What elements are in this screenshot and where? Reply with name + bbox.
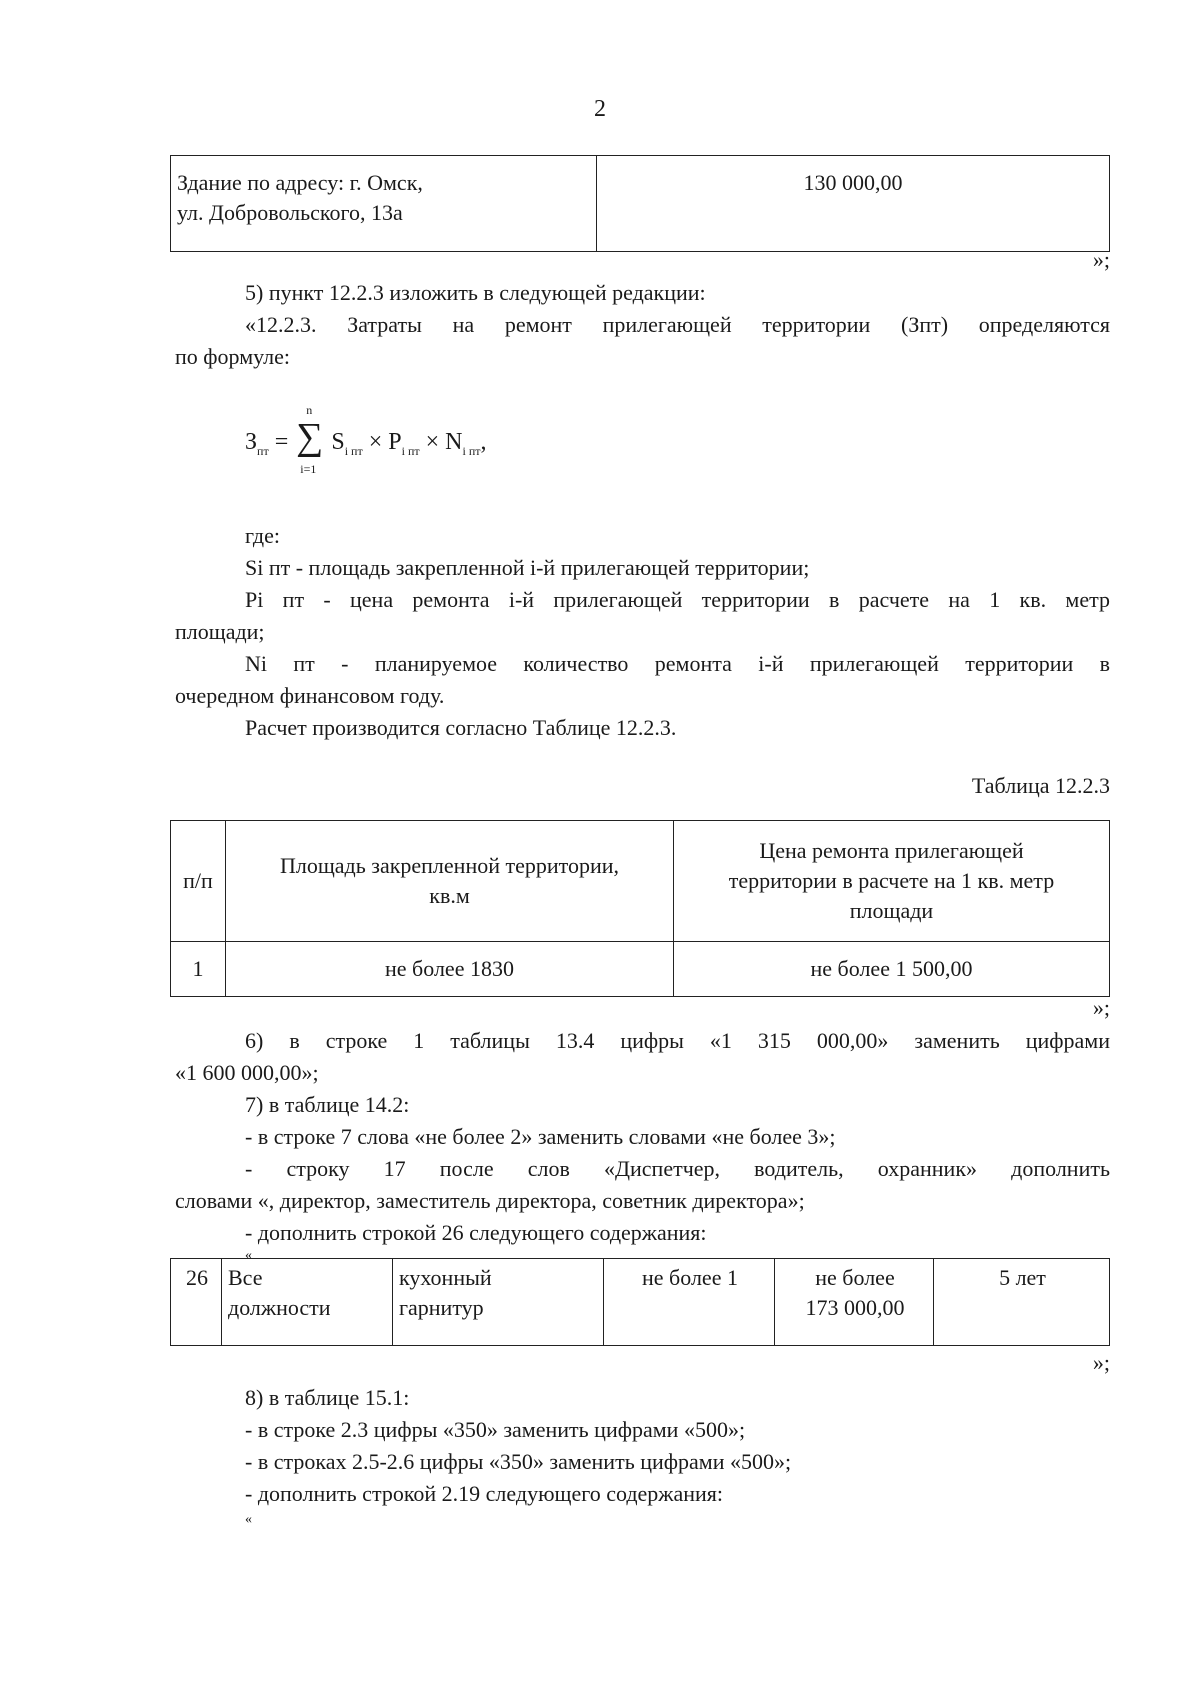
position-line-2: должности <box>228 1295 331 1320</box>
address-line-1: Здание по адресу: г. Омск, <box>177 170 423 195</box>
table-caption: Таблица 12.2.3 <box>971 773 1110 798</box>
furniture-table <box>170 1258 1110 1346</box>
formula-term-s-sub: i пт <box>344 443 363 458</box>
p-definition-cont: площади; <box>175 619 265 644</box>
opening-quote: « <box>245 1512 252 1527</box>
header-number: п/п <box>171 821 226 942</box>
territory-table <box>170 820 1110 997</box>
sum-symbol: ∑ n i=1 <box>296 403 324 476</box>
cost-formula <box>245 403 487 476</box>
item-8-text-2: - в строках 2.5-2.6 цифры «350» заменить цифрами «500»; <box>245 1449 792 1474</box>
item-7-text-2: - строку 17 после слов «Диспетчер, водитель, охранник» дополнить <box>245 1156 1110 1181</box>
table-row <box>171 942 1110 997</box>
item-5-heading: 5) пункт 12.2.3 изложить в следующей редакции: <box>245 280 706 305</box>
closing-quote: »; <box>1092 247 1110 272</box>
page-number: 2 <box>594 96 606 122</box>
item-line-2: гарнитур <box>399 1295 484 1320</box>
formula-term-n-sub: i пт <box>462 443 481 458</box>
formula-term-n: N <box>445 429 463 455</box>
calc-note: Расчет производится согласно Таблице 12.2.3. <box>245 715 677 740</box>
formula-term-p-sub: i пт <box>401 443 420 458</box>
formula-term-p: P <box>388 429 402 455</box>
row-price <box>775 1259 934 1346</box>
item-8-text-3: - дополнить строкой 2.19 следующего содержания: <box>245 1481 724 1506</box>
item-8-heading: 8) в таблице 15.1: <box>245 1385 410 1410</box>
formula-term-s: S <box>331 429 345 455</box>
n-definition: Ni пт - планируемое количество ремонта i-й прилегающей территории в <box>245 651 1110 676</box>
closing-quote: »; <box>1092 995 1110 1020</box>
header-area-line-2: кв.м <box>429 883 470 908</box>
formula-lhs: З <box>245 429 258 455</box>
building-amount-cell: 130 000,00 <box>597 156 1110 252</box>
item-8-text-1: - в строке 2.3 цифры «350» заменить цифрами «500»; <box>245 1417 746 1442</box>
formula-equals: = <box>274 429 289 455</box>
row-term: 5 лет <box>934 1259 1110 1346</box>
item-5-text: «12.2.3. Затраты на ремонт прилегающей территории (Зпт) определяются <box>245 312 1110 337</box>
item-7-heading: 7) в таблице 14.2: <box>245 1092 410 1117</box>
item-7-text-2-cont: словами «, директор, заместитель директора, советник директора»; <box>175 1188 805 1213</box>
header-area <box>226 821 674 942</box>
header-price-line-2: территории в расчете на 1 кв. метр <box>728 868 1055 893</box>
price-line-2: 173 000,00 <box>805 1295 905 1320</box>
item-7-text-3: - дополнить строкой 26 следующего содержания: <box>245 1220 707 1245</box>
table-row <box>171 1259 1110 1346</box>
where-label: где: <box>245 523 280 548</box>
item-6-text-cont: «1 600 000,00»; <box>175 1060 319 1085</box>
formula-comma: , <box>480 429 487 455</box>
position-line-1: Все <box>228 1265 263 1290</box>
formula-times-2: × <box>425 429 440 455</box>
table-header-row <box>171 821 1110 942</box>
item-7-text-1: - в строке 7 слова «не более 2» заменить словами «не более 3»; <box>245 1124 836 1149</box>
n-definition-cont: очередном финансовом году. <box>175 683 445 708</box>
header-price-line-3: площади <box>849 898 934 923</box>
table-row <box>171 156 1110 252</box>
row-item <box>393 1259 604 1346</box>
formula-times-1: × <box>368 429 383 455</box>
row-number: 26 <box>171 1259 222 1346</box>
s-definition: Si пт - площадь закрепленной i-й прилегающей территории; <box>245 555 810 580</box>
item-5-text-cont: по формуле: <box>175 344 291 369</box>
sum-upper-limit: n <box>306 403 313 417</box>
row-number: 1 <box>171 942 226 997</box>
item-6-text: 6) в строке 1 таблицы 13.4 цифры «1 315 000,00» заменить цифрами <box>245 1028 1110 1053</box>
sum-lower-limit: i=1 <box>300 462 317 476</box>
row-area: не более 1830 <box>226 942 674 997</box>
closing-quote: »; <box>1092 1350 1110 1375</box>
price-line-1: не более <box>815 1265 895 1290</box>
header-price-line-1: Цена ремонта прилегающей <box>759 838 1024 863</box>
opening-quote: « <box>245 1248 252 1263</box>
p-definition: Pi пт - цена ремонта i-й прилегающей территории в расчете на 1 кв. метр <box>245 587 1110 612</box>
item-line-1: кухонный <box>399 1265 492 1290</box>
formula-lhs-sub: пт <box>257 443 269 458</box>
building-address-cell <box>171 156 597 252</box>
row-position <box>222 1259 393 1346</box>
row-quantity: не более 1 <box>604 1259 775 1346</box>
address-line-2: ул. Добровольского, 13а <box>177 200 403 225</box>
header-price <box>674 821 1110 942</box>
building-cost-table <box>170 155 1110 252</box>
header-area-line-1: Площадь закрепленной территории, <box>279 853 620 878</box>
row-price: не более 1 500,00 <box>674 942 1110 997</box>
